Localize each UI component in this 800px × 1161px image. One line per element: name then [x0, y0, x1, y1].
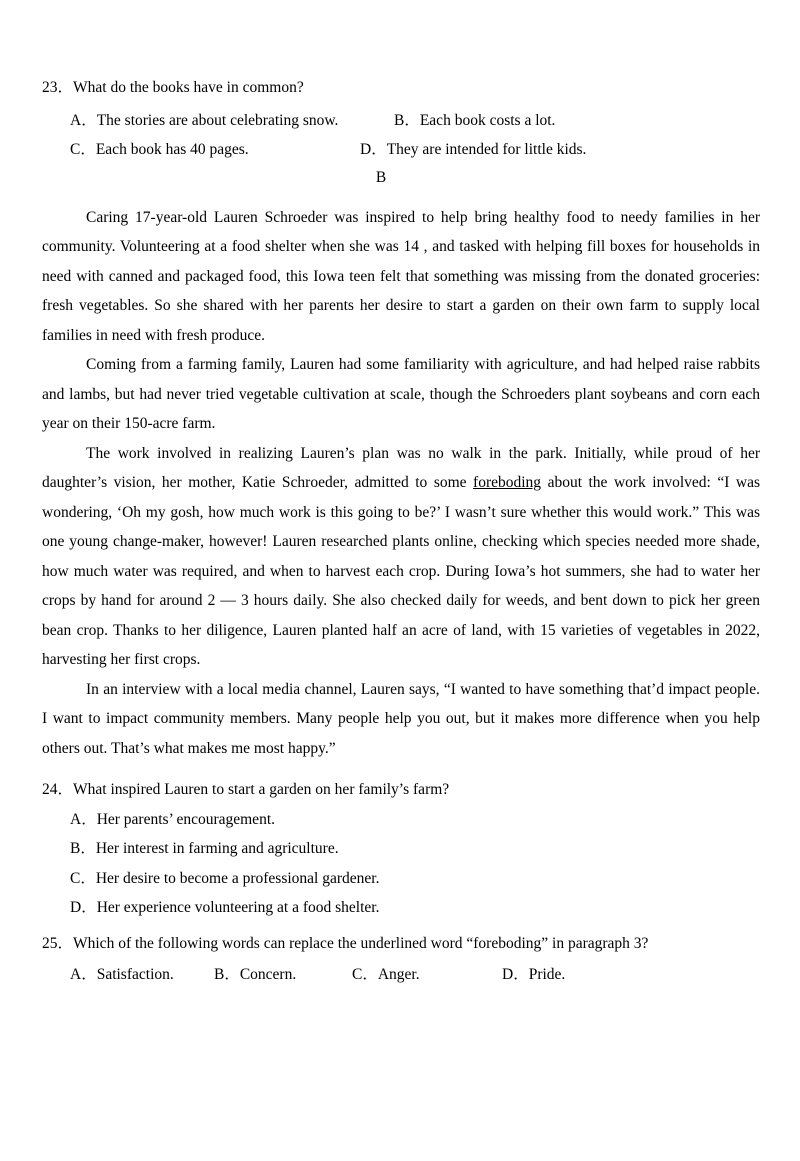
- passage-paragraph-4: In an interview with a local media channel, Lauren says, “I wanted to have something that’d impact people. I want to impact community members. Many people help you out, but it makes more difference when you help others out. That’s what makes me most happy.”: [42, 680, 760, 757]
- question-24-option-d[interactable]: D．Her experience volunteering at a food shelter.: [70, 899, 380, 916]
- paragraph-3-after-text: about the work involved: “I was wondering, ‘Oh my gosh, how much work is this going to be?’ I wasn’t sure whether this would work.” This was one young change-maker, however! Lauren researched plants online, checking which species needed more shade, how much water was required, and when to harvest each crop. During Iowa’s hot summers, she had to water her crops by hand for around 2 — 3 hours daily. She also checked daily for weeds, and bent down to pick her green bean crop. Thanks to her diligence, Lauren planted half an acre of land, with 15 varieties of vegetables in 2022, harvesting her first crops.: [42, 474, 760, 668]
- question-24-block: [42, 775, 760, 923]
- question-23-text: What do the books have in common?: [73, 79, 304, 96]
- question-23-option-c[interactable]: C．Each book has 40 pages.: [70, 140, 249, 158]
- question-25-block: [42, 929, 760, 985]
- section-letter-b: B: [375, 168, 387, 186]
- question-24-stem: 24．What inspired Lauren to start a garden on her family’s farm?: [42, 781, 450, 798]
- paragraph-3-before-text: The work involved in realizing Lauren’s plan was no walk in the park. Initially, while proud of her daughter’s vision, her mother, Katie Schroeder, admitted to some: [42, 444, 760, 491]
- passage-paragraph-1: Caring 17-year-old Lauren Schroeder was inspired to help bring healthy food to needy families in her community. Volunteering at a food shelter when she was 14 , and tasked with helping fill boxes for households in need with canned and packaged food, this Iowa teen felt that something was missing from the donated groceries: fresh vegetables. So she shared with her parents her desire to start a garden on their own farm to supply local families in need with fresh produce.: [42, 208, 760, 344]
- question-25-stem: 25．Which of the following words can replace the underlined word “foreboding” in paragraph 3?: [42, 934, 649, 952]
- question-25-option-b[interactable]: B．Concern.: [214, 966, 297, 983]
- question-23-stem: [42, 80, 760, 96]
- question-24-option-a[interactable]: A．Her parents’ encouragement.: [70, 810, 275, 828]
- question-23-option-b[interactable]: B．Each book costs a lot.: [394, 111, 556, 129]
- question-23-number: 23．: [42, 79, 74, 96]
- question-25-option-a[interactable]: A．Satisfaction.: [70, 966, 174, 983]
- question-25-option-d[interactable]: D．Pride.: [502, 966, 566, 983]
- question-23-options-row-1: [42, 108, 760, 129]
- question-23-option-a[interactable]: A．The stories are about celebrating snow.: [70, 111, 339, 129]
- question-23-option-d[interactable]: D．They are intended for little kids.: [360, 140, 587, 158]
- question-23-options-row-2: [42, 137, 760, 158]
- question-24-option-c[interactable]: C．Her desire to become a professional gardener.: [70, 869, 380, 887]
- question-25-options: [42, 962, 760, 984]
- underlined-word-foreboding: foreboding: [473, 474, 542, 491]
- question-24-option-b[interactable]: B．Her interest in farming and agriculture.: [70, 840, 339, 857]
- question-25-option-c[interactable]: C．Anger.: [352, 966, 420, 983]
- passage-paragraph-2: Coming from a farming family, Lauren had some familiarity with agriculture, and had helped raise rabbits and lambs, but had never tried vegetable cultivation at scale, though the Schroeders plant soybeans and corn each year on their 150-acre farm.: [42, 356, 760, 432]
- passage-paragraph-3: [42, 439, 760, 675]
- document-content: [42, 80, 760, 984]
